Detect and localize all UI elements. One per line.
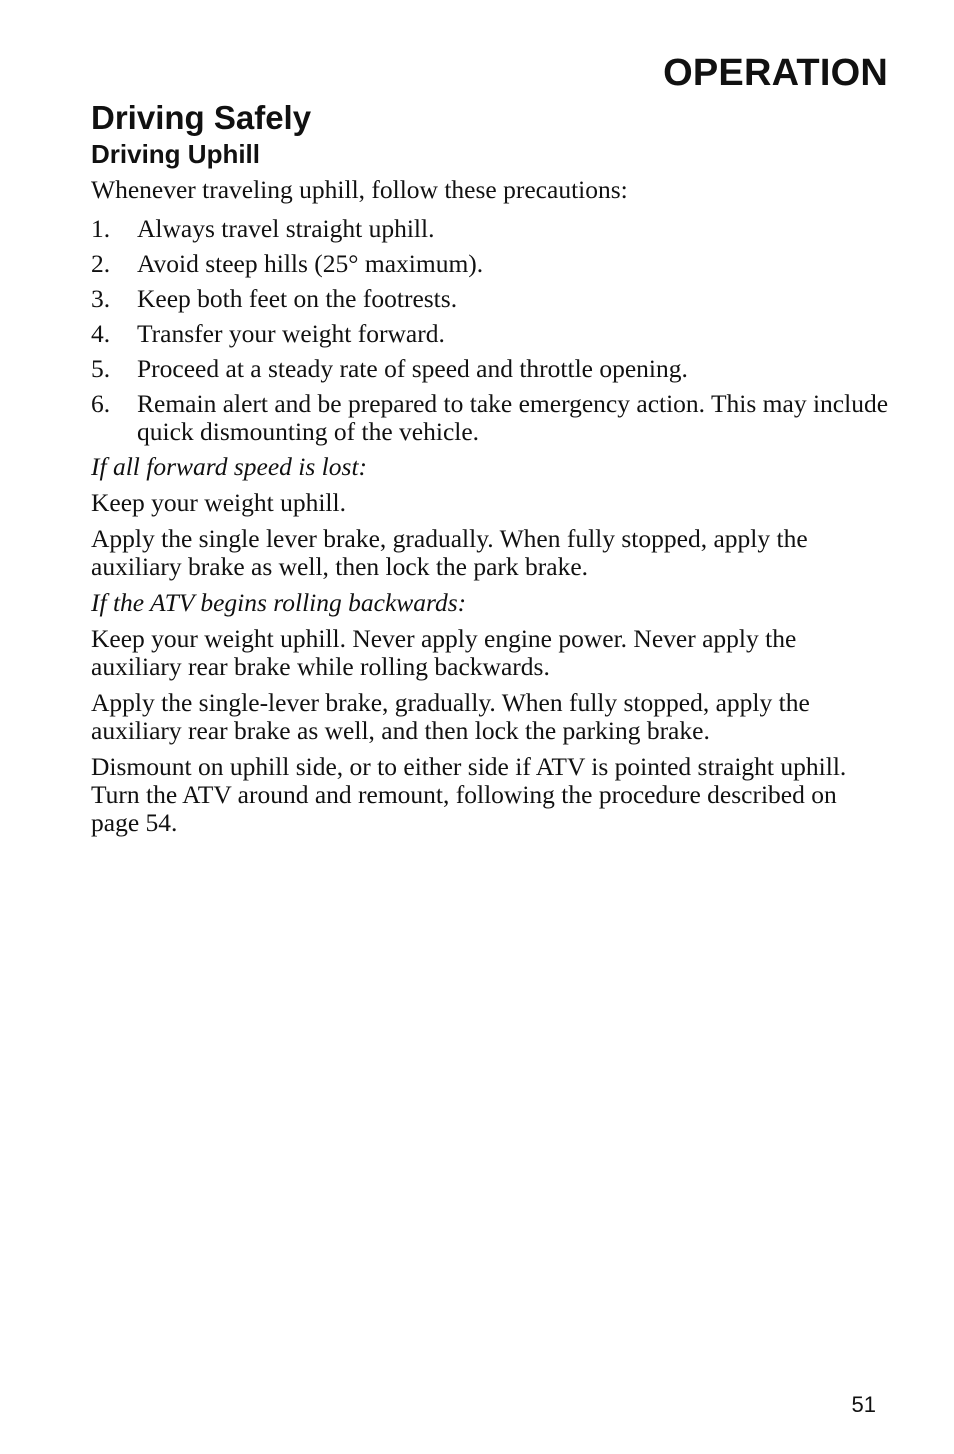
list-item-text: Always travel straight uphill. [137,214,435,243]
list-item [91,355,891,383]
subsection-title: Driving Uphill [91,139,260,169]
list-item-number: 1. [91,214,111,243]
rolling-back-heading: If the ATV begins rolling backwards: [91,588,467,617]
list-item [91,215,891,243]
rolling-back-paragraph-1: Keep your weight uphill. Never apply engine power. Never apply the auxiliary rear brake while rolling backwards. [91,624,797,681]
rolling-back-paragraph-2: Apply the single-lever brake, gradually. When fully stopped, apply the auxiliary rear brake as well, and then lock the parking brake. [91,688,810,745]
list-item-number: 3. [91,284,111,313]
speed-lost-paragraph-1: Keep your weight uphill. [91,488,346,517]
speed-lost-paragraph-2: Apply the single lever brake, gradually. When fully stopped, apply the auxiliary brake as well, then lock the park brake. [91,524,808,581]
list-item-text: Keep both feet on the footrests. [137,284,458,313]
list-item [91,320,891,348]
list-item-number: 5. [91,354,111,383]
list-item-number: 6. [91,389,111,418]
rolling-back-paragraph-3: Dismount on uphill side, or to either side if ATV is pointed straight uphill. Turn the ATV around and remount, following the procedure described on page 54. [91,752,847,837]
list-item [91,250,891,278]
list-item [91,390,891,446]
intro-paragraph: Whenever traveling uphill, follow these precautions: [91,175,628,204]
list-item-text: Proceed at a steady rate of speed and throttle opening. [137,354,688,383]
speed-lost-heading: If all forward speed is lost: [91,452,368,481]
page-content [91,98,891,845]
page-number: 51 [851,1392,876,1417]
list-item-number: 2. [91,249,111,278]
precautions-list [91,215,891,446]
section-title: Driving Safely [91,99,312,136]
list-item-text: Avoid steep hills (25° maximum). [137,249,484,278]
list-item-text: Transfer your weight forward. [137,319,445,348]
list-item-number: 4. [91,319,111,348]
chapter-title: OPERATION [663,52,888,94]
list-item-text: Remain alert and be prepared to take emergency action. This may include quick dismounting of the vehicle. [137,389,889,446]
list-item [91,285,891,313]
